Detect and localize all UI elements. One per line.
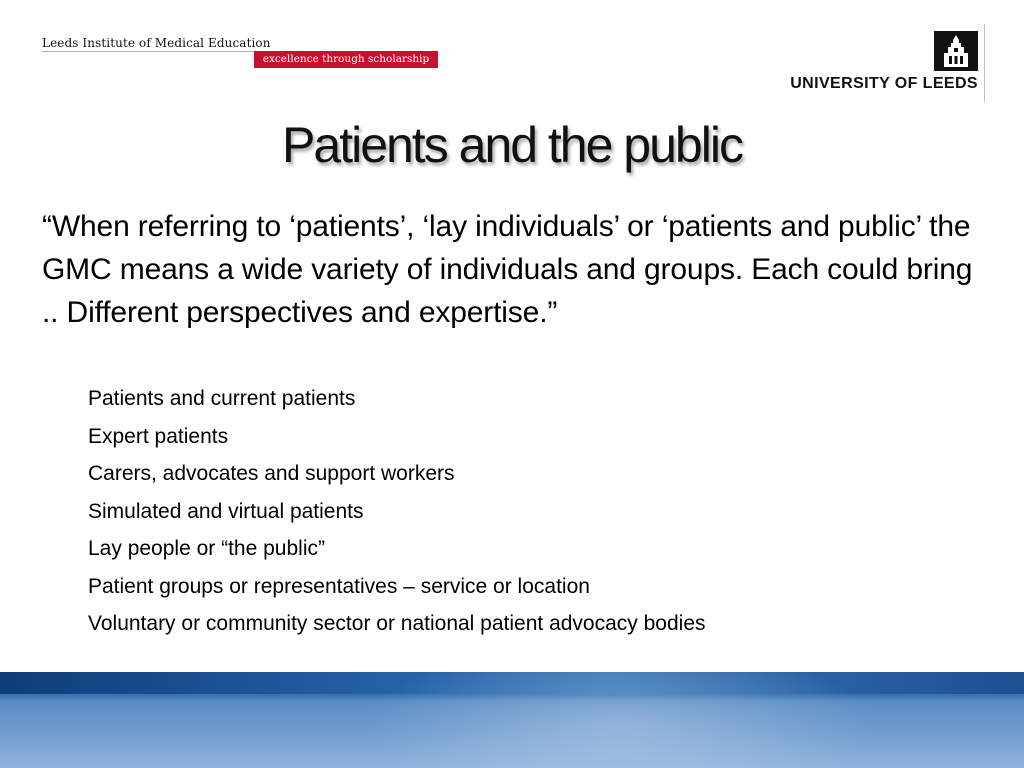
list-item: Carers, advocates and support workers bbox=[88, 462, 455, 485]
tagline-banner: excellence through scholarship bbox=[254, 51, 438, 68]
header-rule bbox=[42, 51, 254, 52]
list-item: Expert patients bbox=[88, 424, 229, 448]
institute-name: Leeds Institute of Medical Education bbox=[42, 36, 271, 50]
parkinson-tower-icon bbox=[934, 31, 978, 71]
footer-highlight bbox=[360, 672, 880, 768]
slide-title: Patients and the public bbox=[282, 117, 742, 173]
tower-icon bbox=[934, 31, 978, 71]
university-logo bbox=[742, 24, 985, 102]
bullet-list bbox=[88, 380, 988, 643]
list-item: Voluntary or community sector or national patient advocacy bodies bbox=[88, 612, 706, 635]
list-item: Patient groups or representatives – service or location bbox=[88, 574, 590, 598]
list-item: Simulated and virtual patients bbox=[88, 499, 364, 523]
list-item: Lay people or “the public” bbox=[88, 537, 325, 560]
university-name: UNIVERSITY OF LEEDS bbox=[790, 75, 978, 92]
list-item: Patients and current patients bbox=[88, 387, 356, 410]
institute-header bbox=[42, 36, 442, 68]
gmc-quote: “When referring to ‘patients’, ‘lay individuals’ or ‘patients and public’ the GMC means a wide variety of individuals and groups. Each could bring .. Different perspectives and expertise.” bbox=[42, 210, 973, 329]
footer-band bbox=[0, 672, 1024, 768]
